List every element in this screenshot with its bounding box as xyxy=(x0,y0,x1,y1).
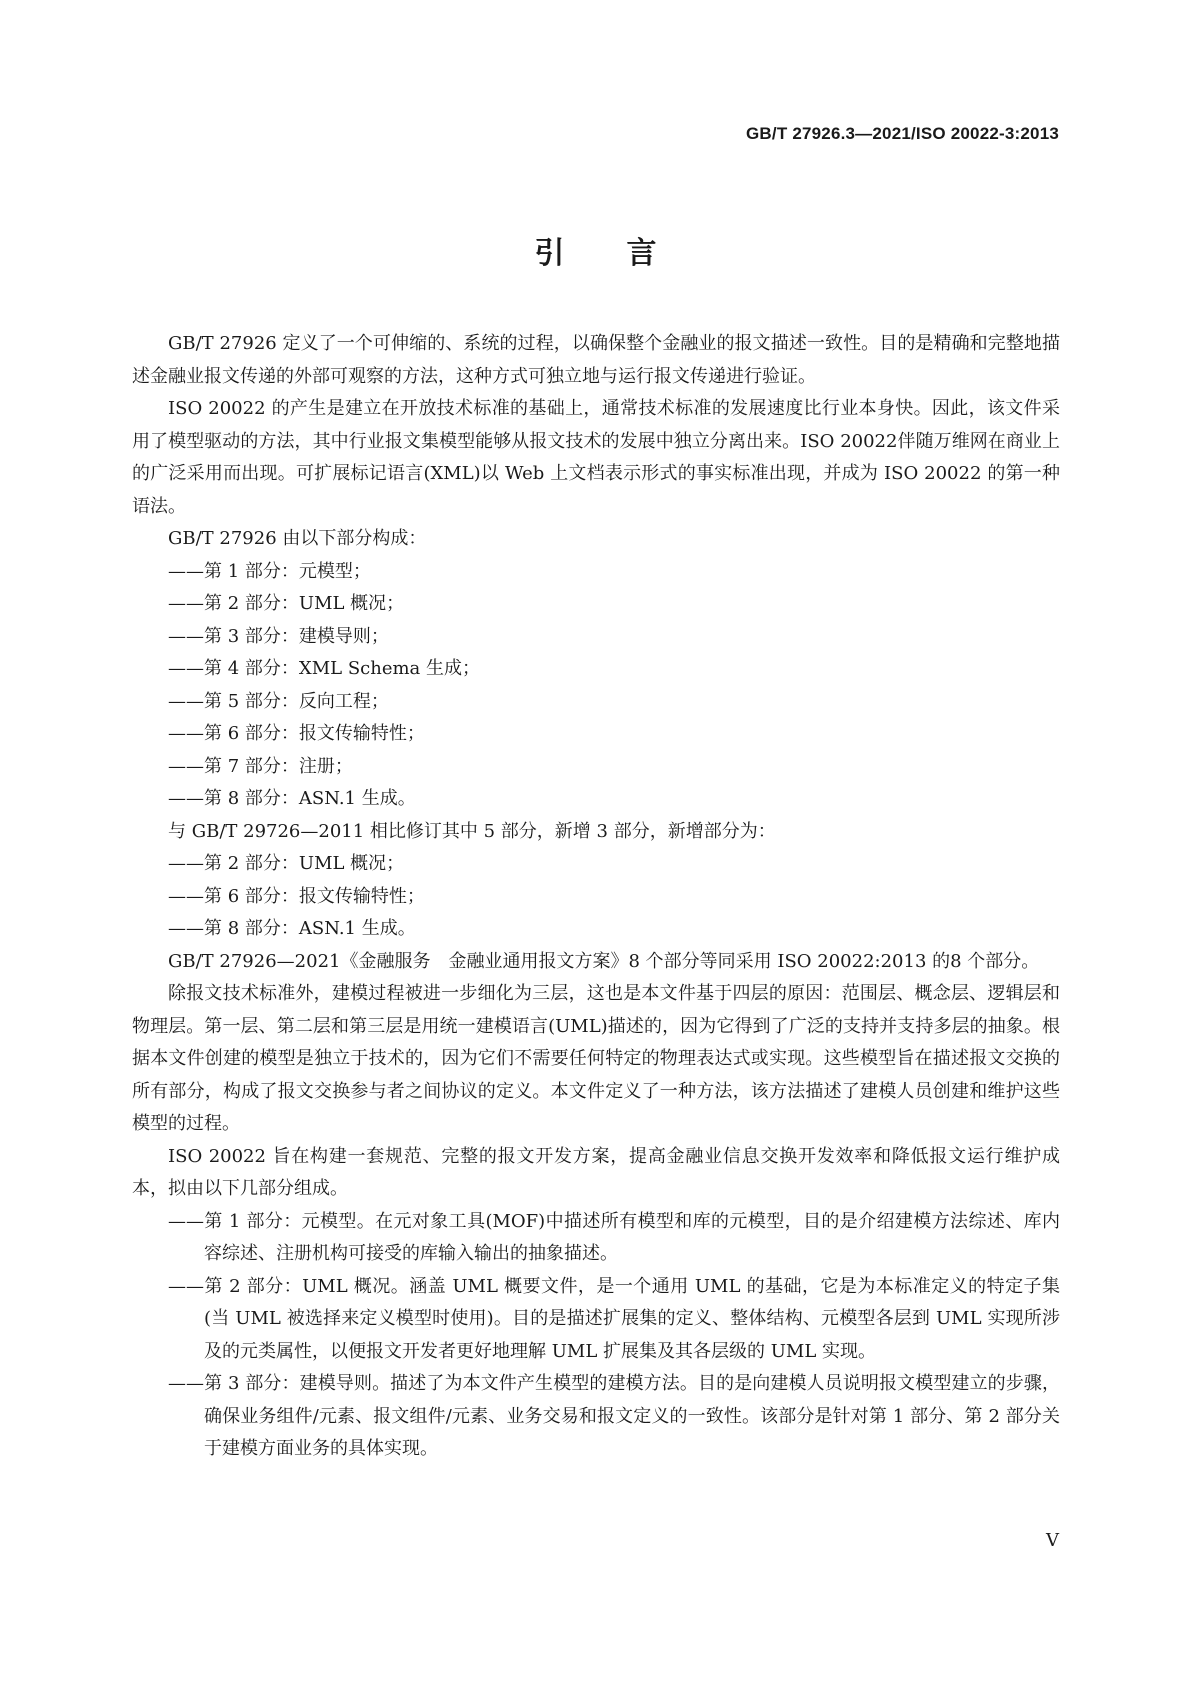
paragraph-parts-lead: GB/T 27926 由以下部分构成： xyxy=(168,528,427,549)
list-item-part-5: ——第 5 部分：反向工程； xyxy=(168,690,389,712)
list-item-detail-part-1: ——第 1 部分：元模型。在元对象工具(MOF)中描述所有模型和库的元模型，目的是介绍建模方法综述、库内容综述、注册机构可接受的库输入输出的抽象描述。 xyxy=(168,1210,1060,1264)
section-title: 引言 xyxy=(534,236,719,271)
list-item-new-part-2: ——第 2 部分：UML 概况； xyxy=(168,853,405,874)
list-item-part-6: ——第 6 部分：报文传输特性； xyxy=(168,723,425,744)
paragraph-adoption: GB/T 27926—2021《金融服务 金融业通用报文方案》8 个部分等同采用 ISO 20022:2013 的8 个部分。 xyxy=(168,950,1040,972)
list-item-part-3: ——第 3 部分：建模导则； xyxy=(168,625,389,647)
list-item-new-part-8: ——第 8 部分：ASN.1 生成。 xyxy=(168,918,416,939)
list-item-new-part-6: ——第 6 部分：报文传输特性； xyxy=(168,885,425,907)
list-item-part-7: ——第 7 部分：注册； xyxy=(168,755,353,777)
list-item-part-1: ——第 1 部分：元模型； xyxy=(168,560,371,582)
paragraph-modeling-layers: 除报文技术标准外，建模过程被进一步细化为三层，这也是本文件基于四层的原因：范围层、概念层、逻辑层和物理层。第一层、第二层和第三层是用统一建模语言(UML)描述的，因为它得到了广泛的支持并支持多层的抽象。根据本文件创建的模型是独立于技术的，因为它们不需要任何特定的物理表达式或实现。这些模型旨在描述报文交换的所有部分，构成了报文交换参与者之间协议的定义。本文件定义了一种方法，该方法描述了建模人员创建和维护这些模型的过程。 xyxy=(132,983,1060,1134)
paragraph-iso-origin: ISO 20022 的产生是建立在开放技术标准的基础上，通常技术标准的发展速度比行业本身快。因此，该文件采用了模型驱动的方法，其中行业报文集模型能够从报文技术的发展中独立分离出来。ISO 20022伴随万维网在商业上的广泛采用而出现。可扩展标记语言(XML)以 Web 上文档表示形式的事实标准出现，并成为 ISO 20022 的第一种语法。 xyxy=(132,398,1060,517)
list-item-part-8: ——第 8 部分：ASN.1 生成。 xyxy=(168,788,416,809)
paragraph-intro: GB/T 27926 定义了一个可伸缩的、系统的过程，以确保整个金融业的报文描述一致性。目的是精确和完整地描述金融业报文传递的外部可观察的方法，这种方式可独立地与运行报文传递进行验证。 xyxy=(132,333,1060,387)
paragraph-iso-goal: ISO 20022 旨在构建一套规范、完整的报文开发方案，提高金融业信息交换开发效率和降低报文运行维护成本，拟由以下几部分组成。 xyxy=(132,1145,1060,1199)
list-item-part-4: ——第 4 部分：XML Schema 生成； xyxy=(168,658,480,679)
document-number-header: GB/T 27926.3—2021/ISO 20022-3:2013 xyxy=(746,124,1059,143)
list-item-detail-part-3: ——第 3 部分：建模导则。描述了为本文件产生模型的建模方法。目的是向建模人员说明报文模型建立的步骤，确保业务组件/元素、报文组件/元素、业务交易和报文定义的一致性。该部分是针对第 1 部分、第 2 部分关于建模方面业务的具体实现。 xyxy=(168,1373,1060,1459)
paragraph-revision-lead: 与 GB/T 29726—2011 相比修订其中 5 部分，新增 3 部分，新增部分为： xyxy=(168,820,776,842)
body-text xyxy=(132,328,1060,1466)
list-item-part-2: ——第 2 部分：UML 概况； xyxy=(168,593,405,614)
page-number: V xyxy=(1046,1530,1059,1551)
list-item-detail-part-2: ——第 2 部分：UML 概况。涵盖 UML 概要文件，是一个通用 UML 的基础，它是为本标准定义的特定子集(当 UML 被选择来定义模型时使用)。目的是描述扩展集的定义、整体结构、元模型各层到 UML 实现所涉及的元类属性，以便报文开发者更好地理解 UML 扩展集及其各层级的 UML 实现。 xyxy=(168,1275,1060,1362)
